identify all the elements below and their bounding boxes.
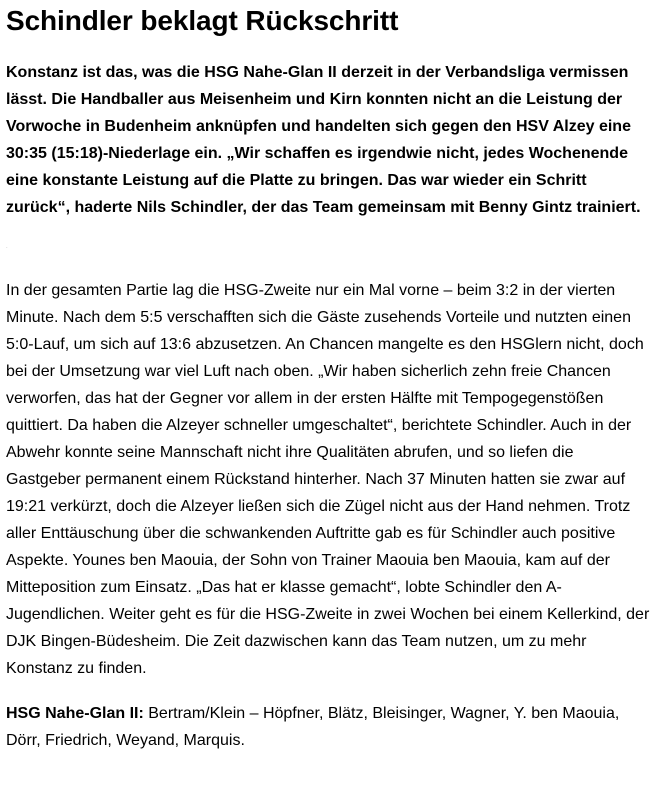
lineup-label: HSG Nahe-Glan II: bbox=[6, 705, 144, 722]
team-lineup bbox=[6, 700, 651, 754]
article-headline: Schindler beklagt Rückschritt bbox=[6, 5, 399, 36]
article-lead: Konstanz ist das, was die HSG Nahe-Glan II derzeit in der Verbandsliga vermissen lässt. Die Handballer aus Meisenheim und Kirn konnten nicht an die Leistung der Vorwoche in Budenheim anknüpfen und handelten sich gegen den HSV Alzey eine 30:35 (15:18)-Niederlage ein. „Wir schaffen es irgendwie nicht, jedes Wochenende eine konstante Leistung auf die Platte zu bringen. Das war wieder ein Schritt zurück“, haderte Nils Schindler, der das Team gemeinsam mit Benny Gintz trainiert. bbox=[6, 64, 641, 216]
article-body: In der gesamten Partie lag die HSG-Zweite nur ein Mal vorne – beim 3:2 in der vierten Minute. Nach dem 5:5 verschafften sich die Gäste zusehends Vorteile und nutzten einen 5:0-Lauf, um sich auf 13:6 abzusetzen. An Chancen mangelte es den HSGlern nicht, doch bei der Umsetzung war viel Luft nach oben. „Wir haben sicherlich zehn freie Chancen verworfen, das hat der Gegner vor allem in der ersten Hälfte mit Tempogegenstößen quittiert. Da haben die Alzeyer schneller umgeschaltet“, berichtete Schindler. Auch in der Abwehr konnte seine Mannschaft nicht ihre Qualitäten abrufen, und so liefen die Gastgeber permanent einem Rückstand hinterher. Nach 37 Minuten hatten sie zwar auf 19:21 verkürzt, doch die Alzeyer ließen sich die Zügel nicht aus der Hand nehmen. Trotz aller Enttäuschung über die schwankenden Auftritte gab es für Schindler auch positive Aspekte. Younes ben Maouia, der Sohn von Trainer Maouia ben Maouia, kam auf der Mitteposition zum Einsatz. „Das hat er klasse gemacht“, lobte Schindler den A-Jugendlichen. Weiter geht es für die HSG-Zweite in zwei Wochen bei einem Kellerkind, der DJK Bingen-Büdesheim. Die Zeit dazwischen kann das Team nutzen, um zu mehr Konstanz zu finden. bbox=[6, 282, 650, 677]
separator-dot: . bbox=[6, 244, 8, 250]
lineup-players: Bertram/Klein – Höpfner, Blätz, Bleisinger, Wagner, Y. ben Maouia, Dörr, Friedrich, Weyand, Marquis. bbox=[6, 705, 620, 749]
